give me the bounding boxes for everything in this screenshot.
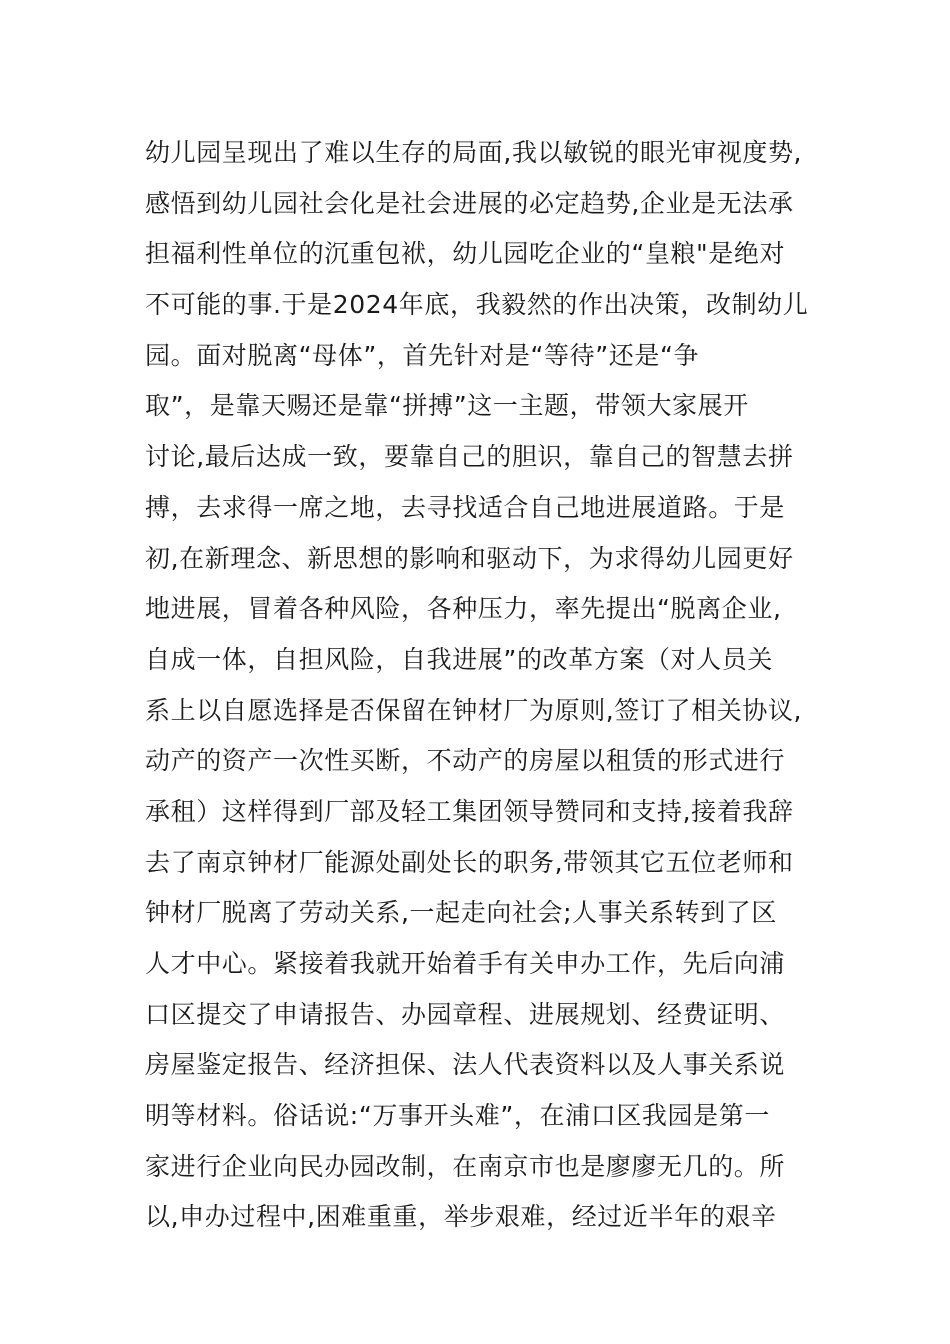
text-line: 地进展，冒着各种风险，各种压力，率先提出“脱离企业, xyxy=(145,594,782,624)
text-line: 口区提交了申请报告、办园章程、进展规划、经费证明、 xyxy=(145,999,786,1029)
text-line: 搏，去求得一席之地，去寻找适合自己地进展道路。于是 xyxy=(145,492,786,522)
text-line: 家进行企业向民办园改制，在南京市也是廖廖无几的。所 xyxy=(145,1151,786,1181)
text-line: 初,在新理念、新思想的影响和驱动下，为求得幼儿园更好 xyxy=(145,543,794,573)
text-line: 感悟到幼儿园社会化是社会进展的必定趋势,企业是无法承 xyxy=(145,188,794,218)
text-line: 系上以自愿选择是否保留在钟材厂为原则,签订了相关协议, xyxy=(145,695,803,725)
text-line: 承租）这样得到厂部及轻工集团领导赞同和支持,接着我辞 xyxy=(145,796,794,826)
text-line: 以,申办过程中,困难重重，举步艰难，经过近半年的艰辛 xyxy=(145,1202,777,1232)
text-line: 不可能的事.于是2024年底，我毅然的作出决策，改制幼儿 xyxy=(145,290,809,320)
text-line: 幼儿园呈现出了难以生存的局面,我以敏锐的眼光审视度势, xyxy=(145,138,803,167)
body-text xyxy=(145,128,815,1243)
text-line: 园。面对脱离“母体”，首先针对是“等待”还是“争 xyxy=(145,340,700,370)
text-line: 房屋鉴定报告、经济担保、法人代表资料以及人事关系说 xyxy=(145,1050,786,1080)
text-line: 去了南京钟材厂能源处副处长的职务,带领其它五位老师和 xyxy=(145,847,794,877)
text-line: 讨论,最后达成一致，要靠自己的胆识，靠自己的智慧去拼 xyxy=(145,442,794,472)
text-line: 动产的资产一次性买断，不动产的房屋以租赁的形式进行 xyxy=(145,746,786,776)
text-line: 取”，是靠天赐还是靠“拼搏”这一主题，带领大家展开 xyxy=(145,391,749,421)
text-line: 担福利性单位的沉重包袱，幼儿园吃企业的“皇粮"是绝对 xyxy=(145,239,786,269)
text-line: 人才中心。紧接着我就开始着手有关申办工作，先后向浦 xyxy=(145,949,786,978)
text-line: 自成一体，自担风险，自我进展”的改革方案（对人员关 xyxy=(145,644,773,674)
text-line: 明等材料。俗话说:“万事开头难”，在浦口区我园是第一 xyxy=(145,1101,770,1131)
text-line: 钟材厂脱离了劳动关系,一起走向社会;人事关系转到了区 xyxy=(145,898,777,928)
